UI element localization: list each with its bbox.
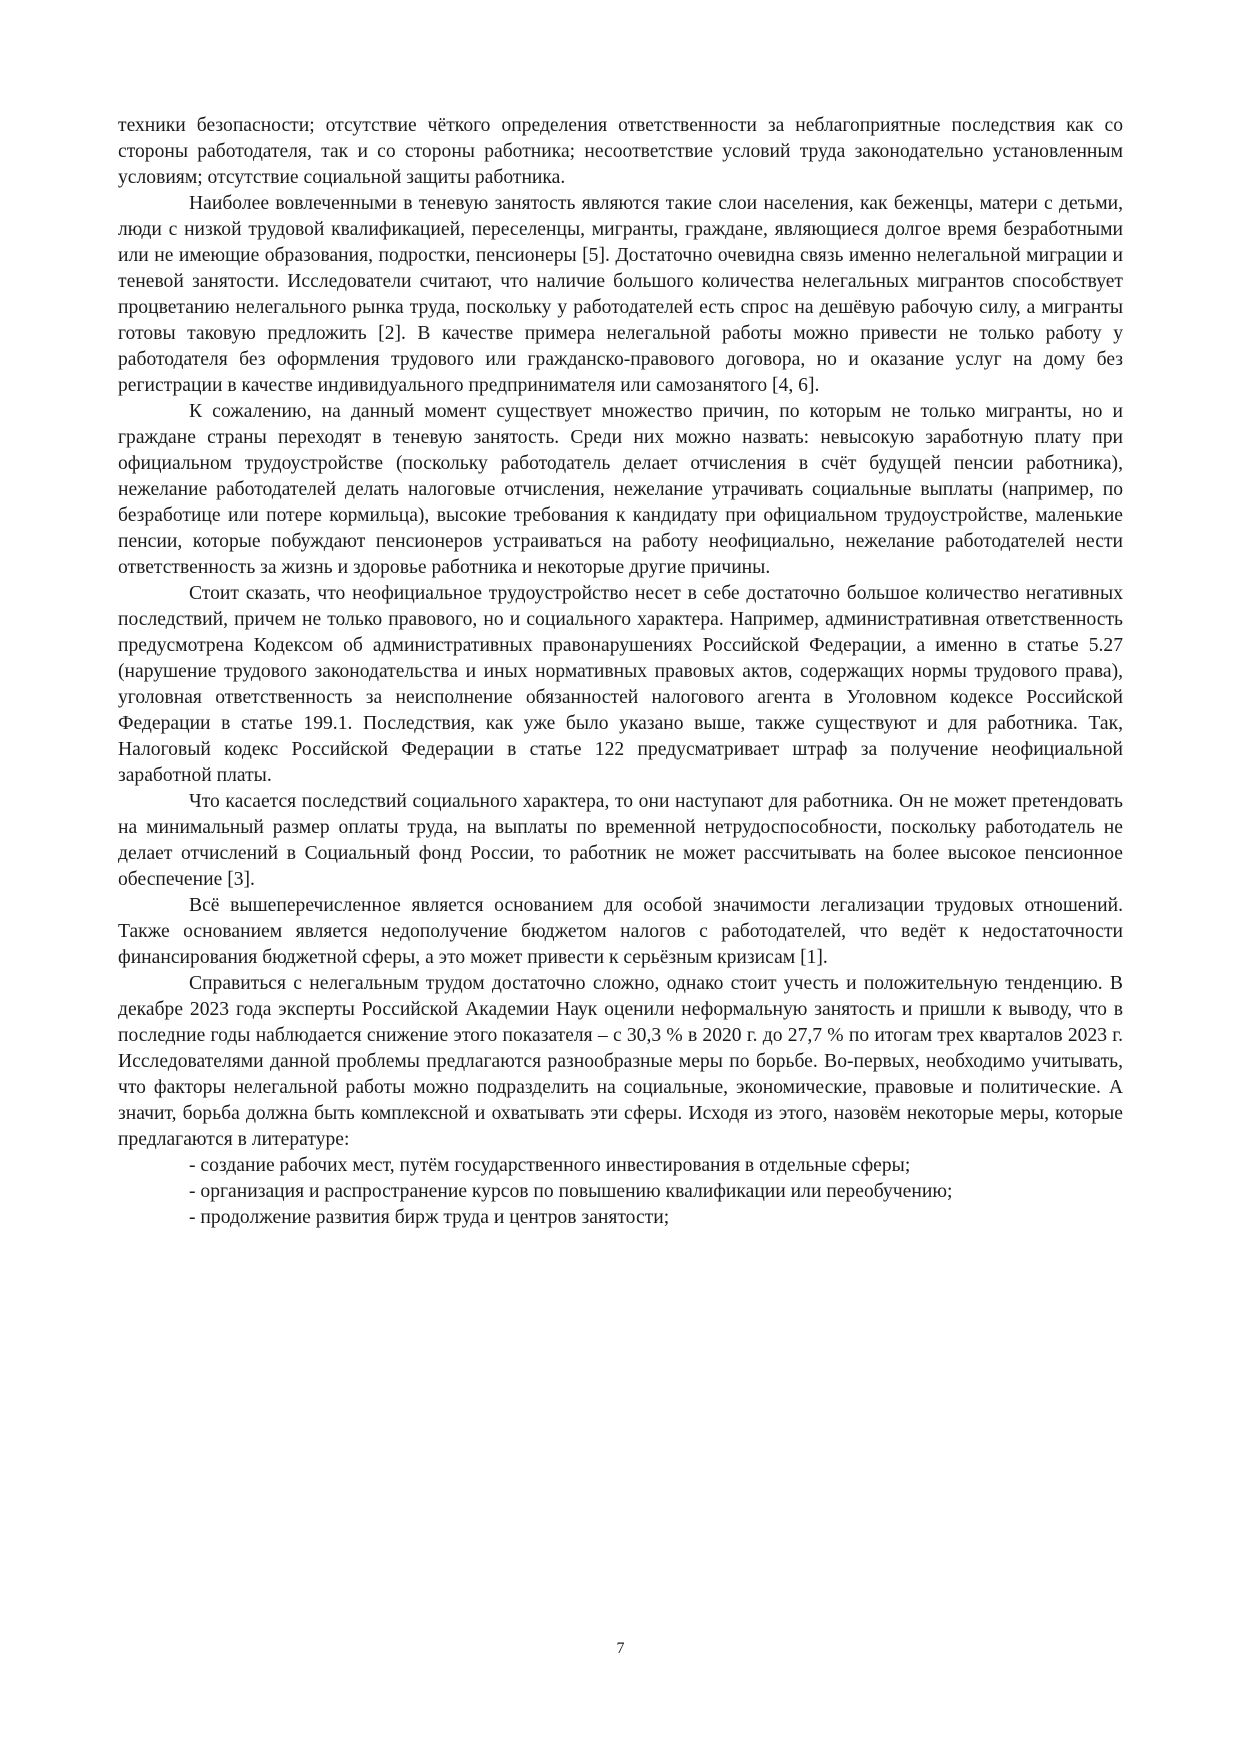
paragraph: Всё вышеперечисленное является основанием для особой значимости легализации трудовых отношений. Также основанием является недополучение бюджетом налогов с работодателей, что ведёт к недостаточности финансирования бюджетной сферы, а это может привести к серьёзным кризисам [1]. (118, 895, 1123, 968)
paragraph: Наиболее вовлеченными в теневую занятость являются такие слои населения, как беженцы, матери с детьми, люди с низкой трудовой квалификацией, переселенцы, мигранты, граждане, являющиеся долгое время безработными или не имеющие образования, подростки, пенсионеры [5]. Достаточно очевидна связь именно нелегальной миграции и теневой занятости. Исследователи считают, что наличие большого количества нелегальных мигрантов способствует процветанию нелегального рынка труда, поскольку у работодателей есть спрос на дешёвую рабочую силу, а мигранты готовы таковую предложить [2]. В качестве примера нелегальной работы можно привести не только работу у работодателя без оформления трудового или гражданско-правового договора, но и оказание услуг на дому без регистрации в качестве индивидуального предпринимателя или самозанятого [4, 6]. (118, 193, 1123, 396)
paragraph-continuation: техники безопасности; отсутствие чёткого определения ответственности за неблагоприятные последствия как со стороны работодателя, так и со стороны работника; несоответствие условий труда законодательно установленным условиям; отсутствие социальной защиты работника. (118, 115, 1123, 188)
paragraph: Стоит сказать, что неофициальное трудоустройство несет в себе достаточно большое количество негативных последствий, причем не только правового, но и социального характера. Например, административная ответственность предусмотрена Кодексом об административных правонарушениях Российской Федерации, а именно в статье 5.27 (нарушение трудового законодательства и иных нормативных правовых актов, содержащих нормы трудового права), уголовная ответственность за неисполнение обязанностей налогового агента в Уголовном кодексе Российской Федерации в статье 199.1. Последствия, как уже было указано выше, также существуют и для работника. Так, Налоговый кодекс Российской Федерации в статье 122 предусматривает штраф за получение неофициальной заработной платы. (118, 583, 1123, 786)
body-text (118, 113, 1123, 1231)
paragraph: Справиться с нелегальным трудом достаточно сложно, однако стоит учесть и положительную тенденцию. В декабре 2023 года эксперты Российской Академии Наук оценили неформальную занятость и пришли к выводу, что в последние годы наблюдается снижение этого показателя – с 30,3 % в 2020 г. до 27,7 % по итогам трех кварталов 2023 г. Исследователями данной проблемы предлагаются разнообразные меры по борьбе. Во-первых, необходимо учитывать, что факторы нелегальной работы можно подразделить на социальные, экономические, правовые и политические. А значит, борьба должна быть комплексной и охватывать эти сферы. Исходя из этого, назовём некоторые меры, которые предлагаются в литературе: (118, 973, 1123, 1150)
list-item: - создание рабочих мест, путём государственного инвестирования в отдельные сферы; (189, 1155, 911, 1176)
list-item: - организация и распространение курсов по повышению квалификации или переобучению; (189, 1181, 953, 1202)
list-item: - продолжение развития бирж труда и центров занятости; (189, 1207, 670, 1228)
paragraph: К сожалению, на данный момент существует множество причин, по которым не только мигранты, но и граждане страны переходят в теневую занятость. Среди них можно назвать: невысокую заработную плату при официальном трудоустройстве (поскольку работодатель делает отчисления в счёт будущей пенсии работника), нежелание работодателей делать налоговые отчисления, нежелание утрачивать социальные выплаты (например, по безработице или потере кормильца), высокие требования к кандидату при официальном трудоустройстве, маленькие пенсии, которые побуждают пенсионеров устраиваться на работу неофициально, нежелание работодателей нести ответственность за жизнь и здоровье работника и некоторые другие причины. (118, 401, 1123, 578)
page-number: 7 (616, 1640, 625, 1657)
paragraph: Что касается последствий социального характера, то они наступают для работника. Он не может претендовать на минимальный размер оплаты труда, на выплаты по временной нетрудоспособности, поскольку работодатель не делает отчислений в Социальный фонд России, то работник не может рассчитывать на более высокое пенсионное обеспечение [3]. (118, 791, 1123, 890)
